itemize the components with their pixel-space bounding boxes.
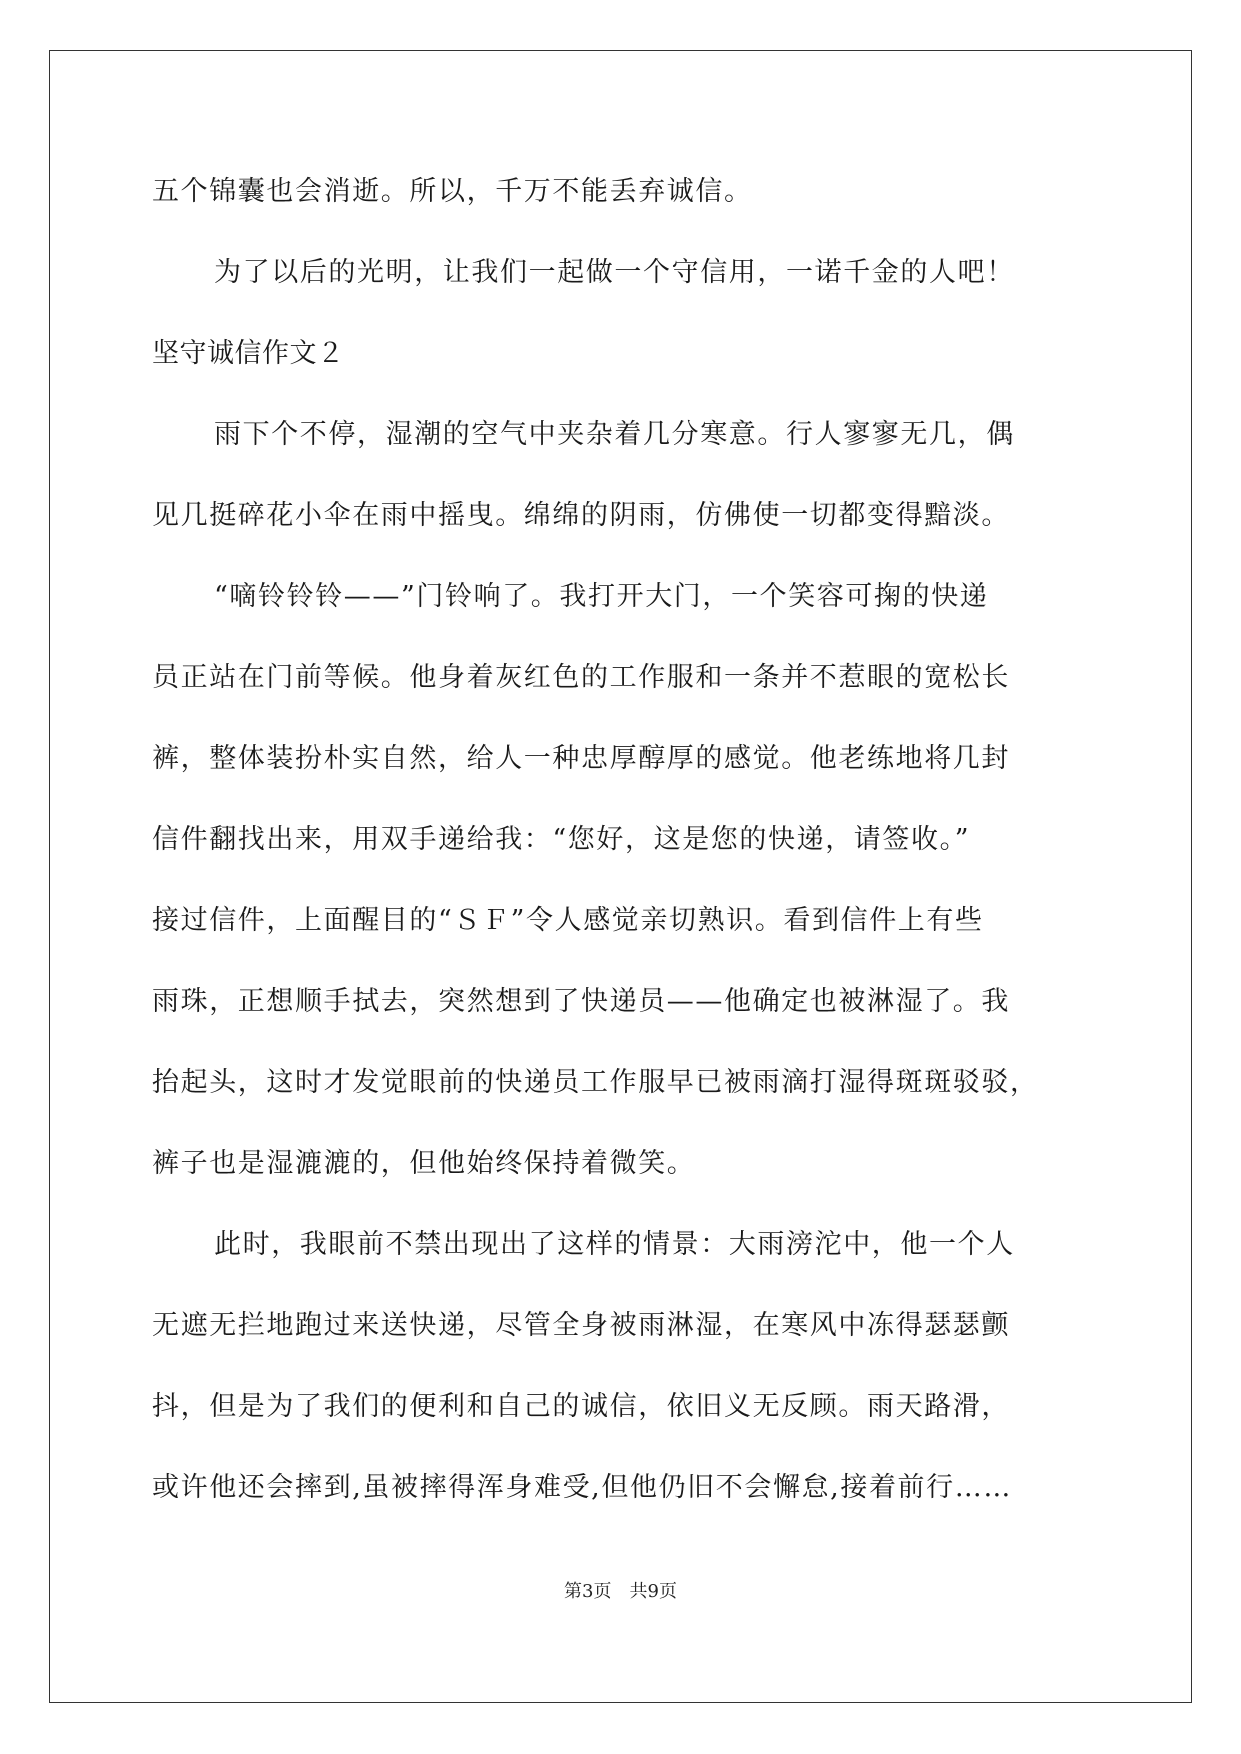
- text-line-6: “嘀铃铃铃——”门铃响了。我打开大门，一个笑容可掬的快递: [214, 581, 989, 612]
- text-line-5: 见几挺碎花小伞在雨中摇曳。绵绵的阴雨，仿佛使一切都变得黯淡。: [152, 500, 1010, 531]
- text-line-9: 信件翻找出来，用双手递给我：“您好，这是您的快递，请签收。”: [152, 824, 971, 855]
- page-total: 共9页: [629, 1581, 677, 1602]
- text-line-11: 雨珠，正想顺手拭去，突然想到了快递员——他确定也被淋湿了。我: [152, 986, 1010, 1017]
- text-line-1: 五个锦囊也会消逝。所以，千万不能丢弃诚信。: [152, 176, 753, 207]
- text-line-12: 抬起头，这时才发觉眼前的快递员工作服早已被雨滴打湿得斑斑驳驳，: [152, 1067, 1039, 1098]
- text-line-2: 为了以后的光明，让我们一起做一个守信用，一诺千金的人吧！: [214, 257, 1015, 288]
- text-line-14: 此时，我眼前不禁出现出了这样的情景：大雨滂沱中，他一个人: [214, 1229, 1015, 1260]
- text-line-4: 雨下个不停，湿潮的空气中夹杂着几分寒意。行人寥寥无几，偶: [214, 419, 1015, 450]
- page-footer: [0, 1580, 1241, 1604]
- text-line-17: 或许他还会摔到,虽被摔得浑身难受,但他仍旧不会懈怠,接着前行……: [152, 1472, 1012, 1503]
- text-line-8: 裤，整体装扮朴实自然，给人一种忠厚醇厚的感觉。他老练地将几封: [152, 743, 1010, 774]
- text-line-7: 员正站在门前等候。他身着灰红色的工作服和一条并不惹眼的宽松长: [152, 662, 1010, 693]
- text-line-16: 抖，但是为了我们的便利和自己的诚信，依旧义无反顾。雨天路滑，: [152, 1391, 1010, 1422]
- section-heading: 坚守诚信作文２: [152, 338, 345, 369]
- text-line-15: 无遮无拦地跑过来送快递，尽管全身被雨淋湿，在寒风中冻得瑟瑟颤: [152, 1310, 1010, 1341]
- text-line-13: 裤子也是湿漉漉的，但他始终保持着微笑。: [152, 1148, 696, 1179]
- page-number: 第3页: [564, 1581, 612, 1602]
- text-line-10: 接过信件，上面醒目的“ＳＦ”令人感觉亲切熟识。看到信件上有些: [152, 905, 984, 936]
- document-body: [152, 162, 1098, 1518]
